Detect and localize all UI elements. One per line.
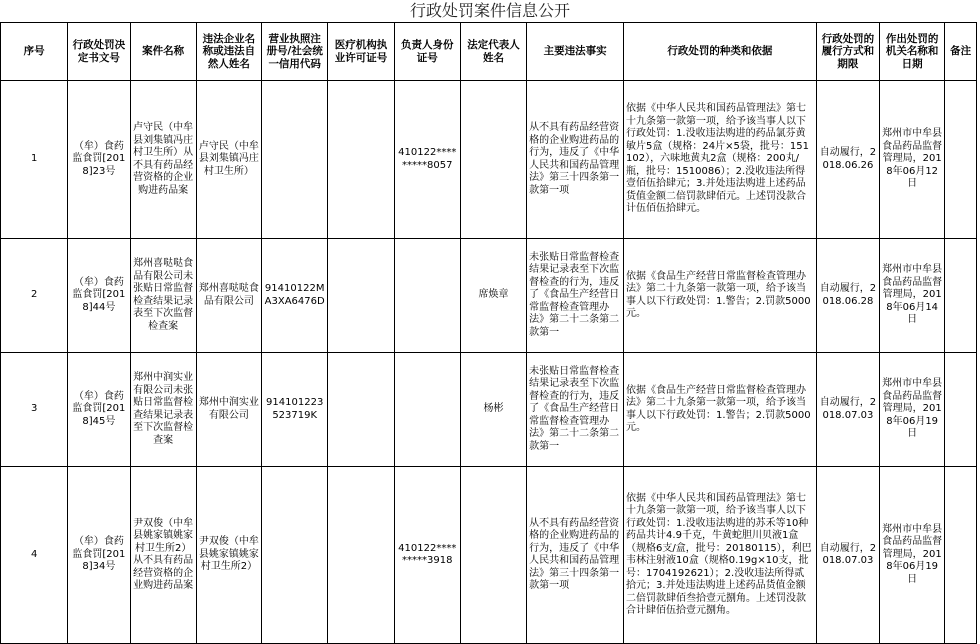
cell-remark [945,467,977,644]
cell-fact: 从不具有药品经营资格的企业购进药品的行为，违反了《中华人民共和国药品管理法》第三十四条第一款第一项 [527,81,624,239]
cell-legal [460,467,526,644]
cell-legal: 席焕章 [460,239,526,353]
cell-idno: 410122*********3918 [394,467,460,644]
header-row [1,23,977,81]
cell-no: 3 [1,353,68,467]
cell-penalty: 依据《食品生产经营日常监督检查管理办法》第二十九条第一款第一项，给予该当事人以下行政处罚：1.警告；2.罚款5000元。 [624,353,817,467]
header-case: 案件名称 [130,23,196,81]
cell-doc: （牟）食药监食罚[2018]45号 [68,353,130,467]
header-medical: 医疗机构执业许可证号 [328,23,394,81]
cell-no: 2 [1,239,68,353]
cell-penalty: 依据《中华人民共和国药品管理法》第七十九条第一款第一项，给予该当事人以下行政处罚：1.没收违法购进的药品氯芬黄敏片5盒（规格：24片×5袋，批号：151102），六味地黄丸2盒（规格：200丸/瓶，批号：1510086）；2.没收违法所得壹佰伍拾肆元；3.并处违法购进上述药品货值金额二倍罚款肆佰元。上述罚没款合计伍佰伍拾肆元。 [624,81,817,239]
cell-idno [394,353,460,467]
header-idno: 负责人身份证号 [394,23,460,81]
cell-method: 自动履行，2018.07.03 [816,467,879,644]
cell-doc: （牟）食药监食罚[2018]23号 [68,81,130,239]
cell-entity: 尹双俊（中牟县姚家镇姚家村卫生所2） [196,467,261,644]
cell-medical [328,239,394,353]
cell-method: 自动履行，2018.06.28 [816,239,879,353]
cell-case: 卢守民（中牟县刘集镇冯庄村卫生所）从不具有药品经营资格的企业购进药品案 [130,81,196,239]
cell-fact: 未张贴日常监督检查结果记录表至下次监督检查的行为，违反了《食品生产经营日常监督检查管理办法》第二十二条第二款第一 [527,239,624,353]
header-penalty: 行政处罚的种类和依据 [624,23,817,81]
cell-penalty: 依据《食品生产经营日常监督检查管理办法》第二十九条第一款第一项，给予该当事人以下行政处罚：1.警告；2.罚款5000元。 [624,239,817,353]
penalty-table [0,22,977,644]
cell-idno [394,239,460,353]
cell-no: 1 [1,81,68,239]
header-remark: 备注 [945,23,977,81]
cell-entity: 郑州喜哒哒食品有限公司 [196,239,261,353]
cell-medical [328,353,394,467]
header-org: 作出处罚的机关名称和日期 [880,23,945,81]
cell-no: 4 [1,467,68,644]
cell-legal [460,81,526,239]
cell-doc: （牟）食药监食罚[2018]34号 [68,467,130,644]
header-legal: 法定代表人姓名 [460,23,526,81]
cell-case: 尹双俊（中牟县姚家镇姚家村卫生所2）从不具有药品经营资格的企业购进药品案 [130,467,196,644]
header-doc: 行政处罚决定书文号 [68,23,130,81]
cell-license [262,467,328,644]
cell-org: 郑州市中牟县食品药品监督管理局，2018年06月12日 [880,81,945,239]
cell-license [262,81,328,239]
cell-case: 郑州喜哒哒食品有限公司未张贴日常监督检查结果记录表至下次监督检查案 [130,239,196,353]
cell-penalty: 依据《中华人民共和国药品管理法》第七十九条第一款第一项，给予该当事人以下行政处罚：1.没收违法购进的苏禾等10种药品共计4.9千克，牛黄蛇胆川贝液1盒（规格6支/盒，批号：20180115），利巴韦林注射液10盒（规格0.19g×10支，批号：1704192621）；2.没收违法所得贰拾元；3.并处违法购进上述药品货值金额二倍罚款肆佰叁拾壹元捌角。上述罚没款合计肆佰伍拾壹元捌角。 [624,467,817,644]
cell-license: 914101223523719K [262,353,328,467]
cell-org: 郑州市中牟县食品药品监督管理局，2018年06月14日 [880,239,945,353]
header-no: 序号 [1,23,68,81]
cell-license: 91410122MA3XA6476D [262,239,328,353]
cell-org: 郑州市中牟县食品药品监督管理局，2018年06月19日 [880,353,945,467]
cell-idno: 410122*********8057 [394,81,460,239]
header-fact: 主要违法事实 [527,23,624,81]
cell-case: 郑州中润实业有限公司未张贴日常监督检查结果记录表至下次监督检查案 [130,353,196,467]
header-entity: 违法企业名称或违法自然人姓名 [196,23,261,81]
page-title: 行政处罚案件信息公开 [409,1,570,20]
cell-remark [945,353,977,467]
cell-fact: 从不具有药品经营资格的企业购进药品的行为，违反了《中华人民共和国药品管理法》第三十四条第一款第一项 [527,467,624,644]
cell-remark [945,81,977,239]
cell-org: 郑州市中牟县食品药品监督管理局，2018年06月19日 [880,467,945,644]
cell-medical [328,81,394,239]
cell-method: 自动履行，2018.06.26 [816,81,879,239]
cell-fact: 未张贴日常监督检查结果记录表至下次监督检查的行为，违反了《食品生产经营日常监督检查管理办法》第二十二条第二款第一 [527,353,624,467]
table-row [1,239,977,353]
table-row [1,353,977,467]
cell-entity: 卢守民（中牟县刘集镇冯庄村卫生所） [196,81,261,239]
cell-doc: （牟）食药监食罚[2018]44号 [68,239,130,353]
cell-method: 自动履行，2018.07.03 [816,353,879,467]
cell-medical [328,467,394,644]
table-row [1,467,977,644]
cell-entity: 郑州中润实业有限公司 [196,353,261,467]
cell-legal: 杨彬 [460,353,526,467]
header-license: 营业执照注册号/社会统一信用代码 [262,23,328,81]
header-method: 行政处罚的履行方式和期限 [816,23,879,81]
cell-remark [945,239,977,353]
table-row [1,81,977,239]
